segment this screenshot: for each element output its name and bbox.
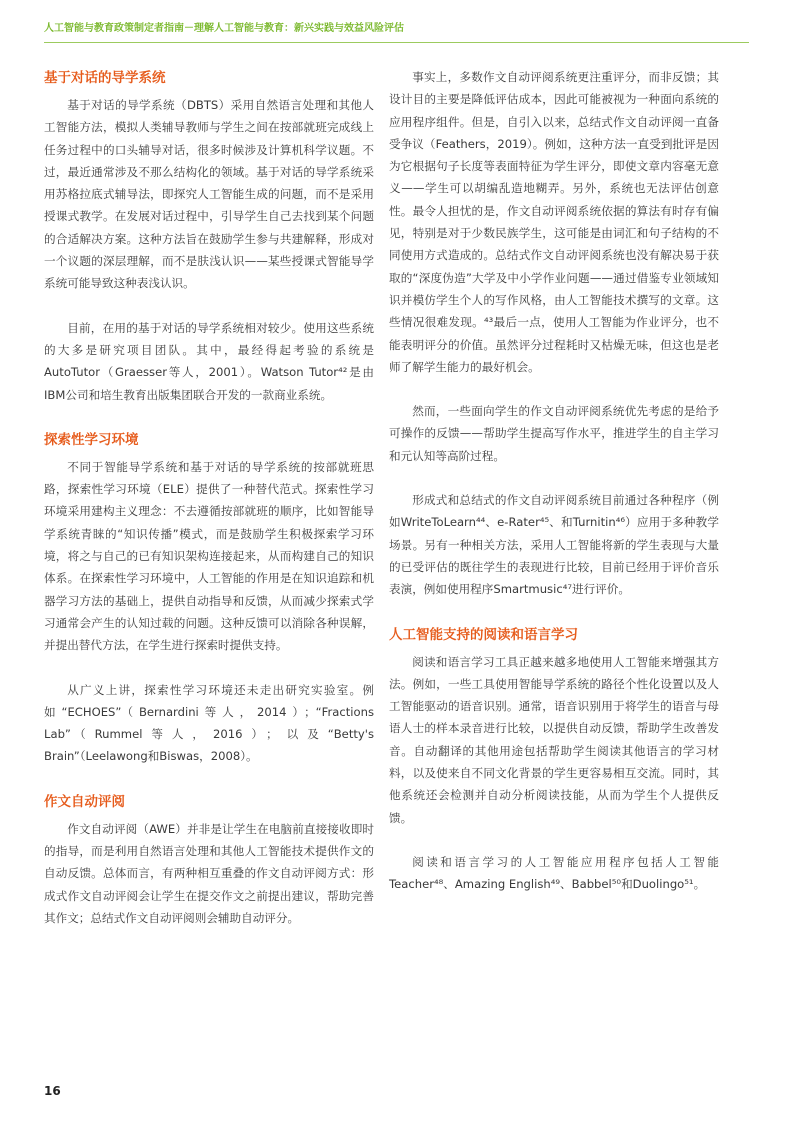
section-heading-ele: 探索性学习环境 — [44, 431, 139, 448]
page-number: 16 — [44, 1084, 61, 1098]
paragraph: 然而，一些面向学生的作文自动评阅系统优先考虑的是给予可操作的反馈——帮助学生提高写作水平，推进学生的自主学习和元认知等高阶过程。 — [389, 404, 719, 463]
paragraph: 阅读和语言学习工具正越来越多地使用人工智能来增强其方法。例如，一些工具使用智能导学系统的路径个性化设置以及人工智能驱动的语音识别。通常，语音识别用于将学生的语音与母语人士的样本录音进行比较，以提供自动反馈，帮助学生改善发音。自动翻译的其他用途包括帮助学生阅读其他语言的学习材料，以及使来自不同文化背景的学生更容易相互交流。同时，其他系统还会检测并自动分析阅读技能，从而为学生个人提供反馈。 — [389, 654, 719, 825]
paragraph: 形成式和总结式的作文自动评阅系统目前通过各种程序（例如WriteToLearn⁴⁴、e-Rater⁴⁵、和Turnitin⁴⁶）应用于多种教学场景。另有一种相关方法，采用人工智能将新的学生表现与大量的已受评估的既往学生的表现进行比较，目前已经用于评价音乐表演，例如使用程序Smartmusic⁴⁷进行评价。 — [389, 493, 719, 597]
left-column — [44, 66, 374, 951]
running-header: 人工智能与教育政策制定者指南－理解人工智能与教育：新兴实践与效益风险评估 — [44, 23, 404, 34]
paragraph: 基于对话的导学系统（DBTS）采用自然语言处理和其他人工智能方法，模拟人类辅导教师与学生之间在按部就班完成线上任务过程中的口头辅导对话，很多时候涉及计算机科学议题。不过，最近通常涉及不那么结构化的领域。基于对话的导学系统采用苏格拉底式辅导法，即探究人工智能生成的问题，而不是采用授课式教学。在发展对话过程中，引导学生自己去找到某个问题的合适解决方案。这种方法旨在鼓励学生参与共建解释，形成对一个议题的深层理解，而不是肤浅认识——某些授课式智能导学系统可能导致这种表浅认识。 — [44, 98, 374, 291]
section-heading-awe: 作文自动评阅 — [44, 793, 125, 810]
paragraph: 作文自动评阅（AWE）并非是让学生在电脑前直接接收即时的指导，而是利用自然语言处理和其他人工智能技术提供作文的自动反馈。总体而言，有两种相互重叠的作文自动评阅方式：形成式作文自动评阅会让学生在提交作文之前提出建议，帮助完善其作文；总结式作文自动评阅则会辅助自动评分。 — [44, 821, 374, 925]
paragraph: 事实上，多数作文自动评阅系统更注重评分，而非反馈；其设计目的主要是降低评估成本，因此可能被视为一种面向系统的应用程序组件。但是，自引入以来，总结式作文自动评阅一直备受争议（Feathers，2019）。例如，这种方法一直受到批评是因为它根据句子长度等表面特征为学生评分，即使文章内容毫无意义——学生可以胡编乱造地糊弄。另外，系统也无法评估创意性。最令人担忧的是，作文自动评阅系统依据的算法有时存有偏见，特别是对于少数民族学生，这可能是由词汇和句子结构的不同使用方式造成的。总结式作文自动评阅系统也没有解决易于获取的“深度伪造”大学及中小学作业问题——通过借鉴专业领域知识并模仿学生个人的写作风格，由人工智能技术撰写的文章。这些情况很难发现。⁴³最后一点，使用人工智能为作业评分，也不能表明评分的价值。虽然评分过程耗时又枯燥无味，但这也是老师了解学生能力的最好机会。 — [389, 70, 719, 374]
right-column — [389, 66, 719, 918]
header-divider — [44, 42, 749, 43]
section-heading-reading-language: 人工智能支持的阅读和语言学习 — [389, 626, 578, 643]
paragraph: 目前，在用的基于对话的导学系统相对较少。使用这些系统的大多是研究项目团队。其中，最经得起考验的系统是AutoTutor（Graesser等人，2001）。Watson Tutor⁴²是由IBM公司和培生教育出版集团联合开发的一款商业系统。 — [44, 320, 374, 402]
paragraph: 不同于智能导学系统和基于对话的导学系统的按部就班思路，探索性学习环境（ELE）提供了一种替代范式。探索性学习环境采用建构主义理念：不去遵循按部就班的顺序，比如智能导学系统青睐的“知识传播”模式，而是鼓励学生积极探索学习环境，将之与自己的已有知识架构连接起来，从而构建自己的知识体系。在探索性学习环境中，人工智能的作用是在知识追踪和机器学习方法的基础上，提供自动指导和反馈，从而减少探索式学习通常会产生的认知过载的问题。这种反馈可以消除各种误解，并提出替代方法，在学生进行探索时提供支持。 — [44, 459, 374, 653]
paragraph: 阅读和语言学习的人工智能应用程序包括人工智能Teacher⁴⁸、Amazing English⁴⁹、Babbel⁵⁰和Duolingo⁵¹。 — [389, 854, 719, 892]
paragraph: 从广义上讲，探索性学习环境还未走出研究实验室。例如“ECHOES”（Bernardini等人，2014）；“Fractions Lab”（Rummel等人，2016）；以及“Betty's Brain”（Leelawong和Biswas，2008）。 — [44, 682, 374, 764]
section-heading-dbts: 基于对话的导学系统 — [44, 70, 166, 86]
